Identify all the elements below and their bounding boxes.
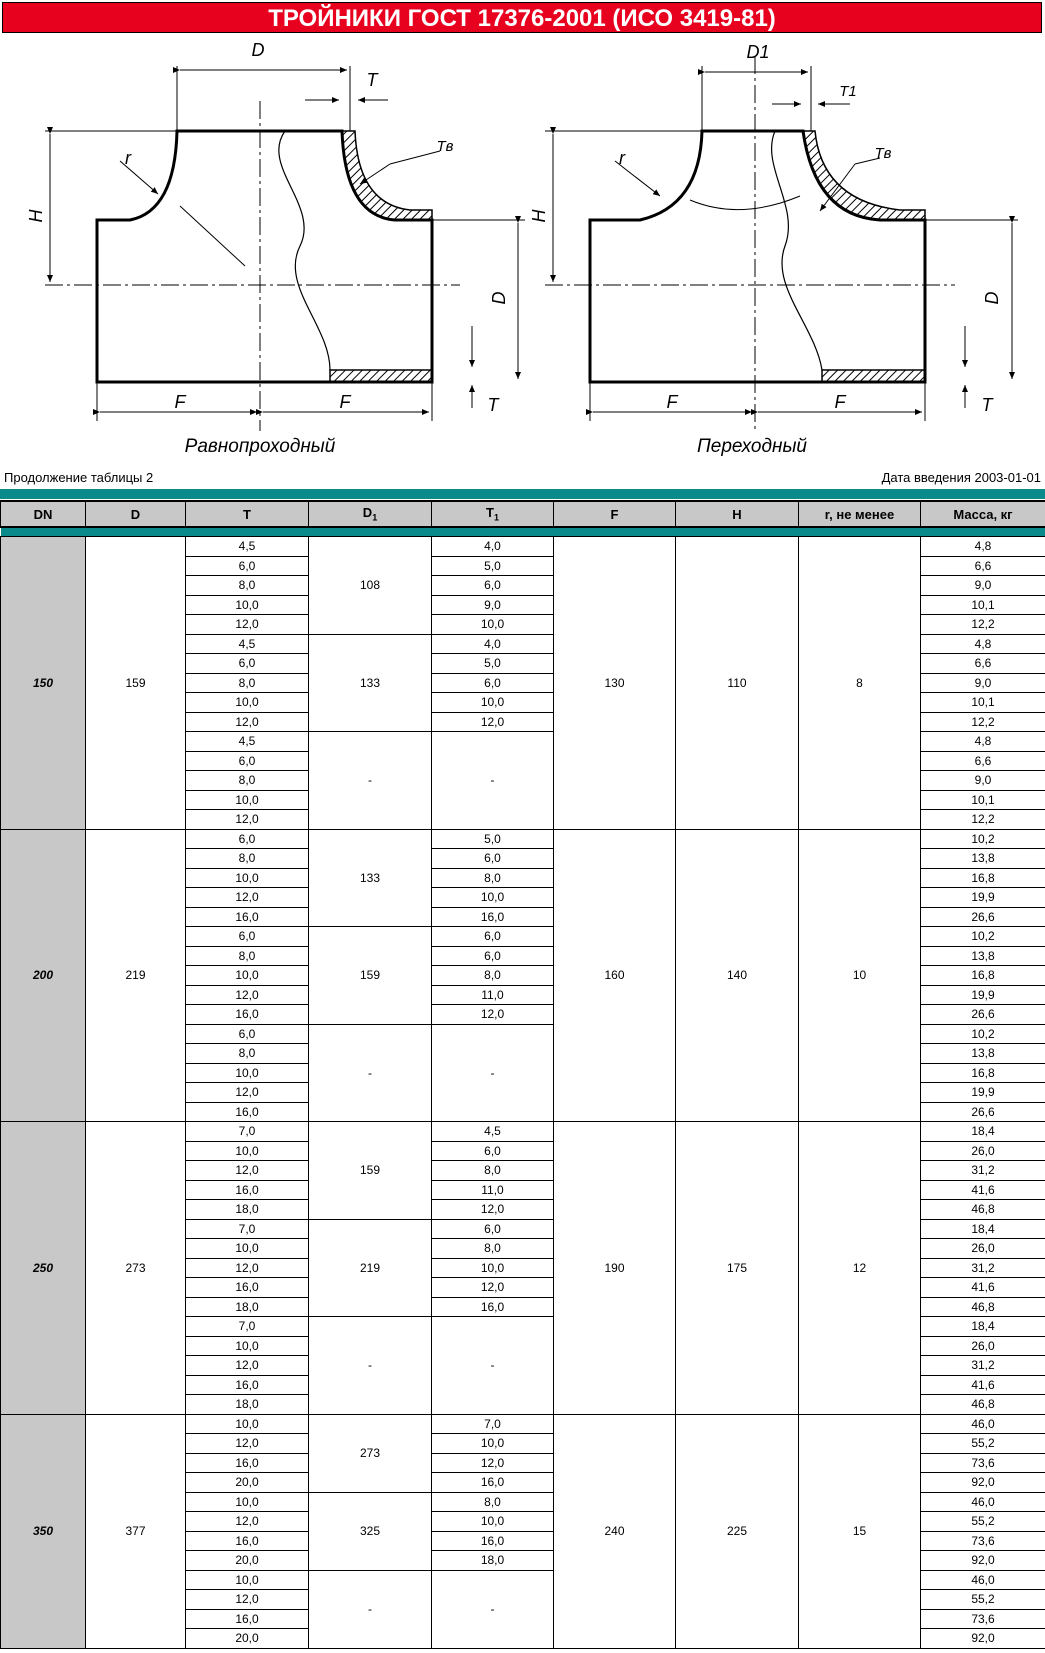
mass-cell: 4,8 [921, 537, 1045, 557]
t1-cell: 12,0 [432, 1453, 554, 1473]
mass-cell: 16,8 [921, 966, 1045, 986]
mass-cell: 6,6 [921, 751, 1045, 771]
d-cell: 377 [86, 1414, 186, 1648]
t1-cell: 18,0 [432, 1551, 554, 1571]
t1-cell: 16,0 [432, 1473, 554, 1493]
mass-cell: 55,2 [921, 1590, 1045, 1610]
t-cell: 4,5 [186, 732, 309, 752]
mass-cell: 18,4 [921, 1219, 1045, 1239]
t1-cell: 12,0 [432, 1005, 554, 1025]
t1-cell: 5,0 [432, 829, 554, 849]
t-cell: 18,0 [186, 1395, 309, 1415]
dn-cell: 250 [1, 1122, 86, 1415]
dim-f2-right-label: F [834, 392, 846, 412]
mass-cell: 19,9 [921, 1083, 1045, 1103]
teal-divider [0, 489, 1045, 499]
t-cell: 20,0 [186, 1629, 309, 1649]
t-cell: 10,0 [186, 1570, 309, 1590]
mass-cell: 73,6 [921, 1453, 1045, 1473]
t-cell: 12,0 [186, 1590, 309, 1610]
t-cell: 8,0 [186, 849, 309, 869]
header-t: T [186, 501, 309, 527]
dim-t1-label: T1 [839, 83, 857, 100]
effective-date: Дата введения 2003-01-01 [881, 470, 1041, 485]
t-cell: 10,0 [186, 1492, 309, 1512]
mass-cell: 46,0 [921, 1492, 1045, 1512]
mass-cell: 10,1 [921, 693, 1045, 713]
mass-cell: 9,0 [921, 576, 1045, 596]
d1-cell: - [309, 1024, 432, 1122]
t-cell: 10,0 [186, 693, 309, 713]
t1-cell: 6,0 [432, 673, 554, 693]
t-cell: 12,0 [186, 1258, 309, 1278]
table-body [1, 537, 1045, 1649]
t1-cell: 12,0 [432, 1200, 554, 1220]
d1-cell: 133 [309, 634, 432, 732]
h-cell: 110 [676, 537, 799, 830]
t1-cell: 6,0 [432, 1219, 554, 1239]
mass-cell: 55,2 [921, 1512, 1045, 1532]
mass-cell: 73,6 [921, 1531, 1045, 1551]
header-h: H [676, 501, 799, 527]
f-cell: 240 [554, 1414, 676, 1648]
t1-cell: 4,5 [432, 1122, 554, 1142]
t1-cell: 16,0 [432, 1297, 554, 1317]
d1-cell: 219 [309, 1219, 432, 1317]
dn-cell: 150 [1, 537, 86, 830]
mass-cell: 10,2 [921, 1024, 1045, 1044]
h-cell: 175 [676, 1122, 799, 1415]
t1-cell: 8,0 [432, 868, 554, 888]
h-cell: 225 [676, 1414, 799, 1648]
t1-cell: 10,0 [432, 1258, 554, 1278]
mass-cell: 92,0 [921, 1629, 1045, 1649]
t1-cell: 5,0 [432, 654, 554, 674]
mass-cell: 16,8 [921, 868, 1045, 888]
dim-h2-label: H [529, 209, 549, 223]
t-cell: 10,0 [186, 1414, 309, 1434]
t-cell: 8,0 [186, 1044, 309, 1064]
t-cell: 10,0 [186, 1063, 309, 1083]
d-cell: 273 [86, 1122, 186, 1415]
mass-cell: 92,0 [921, 1551, 1045, 1571]
t1-cell: 12,0 [432, 1278, 554, 1298]
mass-cell: 4,8 [921, 634, 1045, 654]
dim-f2-left-label: F [666, 392, 678, 412]
dim-d1-label: D1 [746, 42, 770, 62]
t1-cell: 6,0 [432, 927, 554, 947]
header-d: D [86, 501, 186, 527]
t-cell: 16,0 [186, 1180, 309, 1200]
t-cell: 4,5 [186, 537, 309, 557]
tee-drawing-svg [0, 36, 1045, 466]
t1-cell: 10,0 [432, 888, 554, 908]
d1-cell: 273 [309, 1414, 432, 1492]
header-f: F [554, 501, 676, 527]
dim-t-label: T [366, 70, 378, 90]
t1-cell: 6,0 [432, 576, 554, 596]
equal-tee-caption: Равнопроходный [184, 436, 336, 457]
table-header-row [1, 501, 1045, 527]
h-cell: 140 [676, 829, 799, 1122]
r-cell: 12 [799, 1122, 921, 1415]
equal-tee-drawing [26, 40, 525, 457]
t-cell: 16,0 [186, 907, 309, 927]
t1-cell: 10,0 [432, 1512, 554, 1532]
d-cell: 159 [86, 537, 186, 830]
t1-cell: - [432, 1317, 554, 1415]
t1-cell: 6,0 [432, 849, 554, 869]
d1-cell: - [309, 1570, 432, 1648]
t-cell: 12,0 [186, 1083, 309, 1103]
t-cell: 12,0 [186, 985, 309, 1005]
d1-cell: 159 [309, 1122, 432, 1220]
t-cell: 10,0 [186, 1239, 309, 1259]
mass-cell: 41,6 [921, 1375, 1045, 1395]
mass-cell: 10,1 [921, 790, 1045, 810]
mass-cell: 92,0 [921, 1473, 1045, 1493]
t-cell: 8,0 [186, 576, 309, 596]
mass-cell: 10,2 [921, 927, 1045, 947]
t-cell: 10,0 [186, 1336, 309, 1356]
t-cell: 4,5 [186, 634, 309, 654]
table-row [1, 829, 1045, 849]
t-cell: 18,0 [186, 1297, 309, 1317]
mass-cell: 13,8 [921, 946, 1045, 966]
header-r: r, не менее [799, 501, 921, 527]
t-cell: 10,0 [186, 790, 309, 810]
t1-cell: - [432, 1024, 554, 1122]
dim-t-bottom-label: T [487, 395, 499, 415]
mass-cell: 4,8 [921, 732, 1045, 752]
t-cell: 10,0 [186, 1141, 309, 1161]
mass-cell: 46,8 [921, 1395, 1045, 1415]
dim-d-label: D [251, 40, 265, 60]
t-cell: 12,0 [186, 810, 309, 830]
d1-cell: 108 [309, 537, 432, 635]
mass-cell: 12,2 [921, 810, 1045, 830]
reducing-tee-drawing [529, 42, 1018, 457]
t1-cell: 11,0 [432, 1180, 554, 1200]
f-cell: 160 [554, 829, 676, 1122]
t-cell: 7,0 [186, 1317, 309, 1337]
t-cell: 20,0 [186, 1551, 309, 1571]
mass-cell: 31,2 [921, 1356, 1045, 1376]
d1-cell: 133 [309, 829, 432, 927]
dn-cell: 350 [1, 1414, 86, 1648]
t-cell: 16,0 [186, 1278, 309, 1298]
mass-cell: 46,0 [921, 1414, 1045, 1434]
d1-cell: 159 [309, 927, 432, 1025]
t-cell: 8,0 [186, 946, 309, 966]
r-cell: 15 [799, 1414, 921, 1648]
mass-cell: 19,9 [921, 888, 1045, 908]
t1-cell: - [432, 732, 554, 830]
header-dn: DN [1, 501, 86, 527]
dim-d2-vert-label: D [982, 291, 1002, 305]
t-cell: 12,0 [186, 615, 309, 635]
t-cell: 7,0 [186, 1219, 309, 1239]
t-cell: 12,0 [186, 1356, 309, 1376]
r-cell: 8 [799, 537, 921, 830]
t-cell: 6,0 [186, 829, 309, 849]
mass-cell: 26,0 [921, 1336, 1045, 1356]
mass-cell: 26,0 [921, 1141, 1045, 1161]
d1-cell: - [309, 732, 432, 830]
dim-r2-label: r [619, 148, 625, 168]
t1-cell: 16,0 [432, 907, 554, 927]
t1-cell: 10,0 [432, 1434, 554, 1454]
dim-f-left-label: F [174, 392, 186, 412]
t-cell: 6,0 [186, 1024, 309, 1044]
table-row [1, 537, 1045, 557]
t1-cell: 5,0 [432, 556, 554, 576]
t1-cell: 7,0 [432, 1414, 554, 1434]
d1-cell: - [309, 1317, 432, 1415]
mass-cell: 46,8 [921, 1297, 1045, 1317]
mass-cell: 26,6 [921, 907, 1045, 927]
t-cell: 6,0 [186, 654, 309, 674]
mass-cell: 13,8 [921, 1044, 1045, 1064]
mass-cell: 41,6 [921, 1278, 1045, 1298]
t-cell: 8,0 [186, 673, 309, 693]
t-cell: 16,0 [186, 1005, 309, 1025]
t-cell: 12,0 [186, 1161, 309, 1181]
tee-spec-table [0, 500, 1045, 1649]
d-cell: 219 [86, 829, 186, 1122]
mass-cell: 31,2 [921, 1161, 1045, 1181]
header-t1: $T_1$ [432, 501, 554, 527]
r-cell: 10 [799, 829, 921, 1122]
dim-f-right-label: F [339, 392, 351, 412]
t1-cell: 6,0 [432, 1141, 554, 1161]
mass-cell: 16,8 [921, 1063, 1045, 1083]
reducing-tee-caption: Переходный [697, 436, 807, 457]
table-row [1, 1414, 1045, 1434]
t-cell: 6,0 [186, 556, 309, 576]
t1-cell: 11,0 [432, 985, 554, 1005]
t1-cell: 16,0 [432, 1531, 554, 1551]
t-cell: 16,0 [186, 1609, 309, 1629]
t1-cell: 8,0 [432, 966, 554, 986]
mass-cell: 31,2 [921, 1258, 1045, 1278]
tee-drawings [0, 36, 1045, 466]
page-title: ТРОЙНИКИ ГОСТ 17376-2001 (ИСО 3419-81) [2, 2, 1042, 33]
t1-cell: 9,0 [432, 595, 554, 615]
mass-cell: 6,6 [921, 556, 1045, 576]
t-cell: 6,0 [186, 927, 309, 947]
mass-cell: 18,4 [921, 1317, 1045, 1337]
mass-cell: 12,2 [921, 712, 1045, 732]
mass-cell: 26,6 [921, 1102, 1045, 1122]
t-cell: 18,0 [186, 1200, 309, 1220]
t-cell: 10,0 [186, 595, 309, 615]
mass-cell: 26,0 [921, 1239, 1045, 1259]
mass-cell: 10,1 [921, 595, 1045, 615]
t-cell: 16,0 [186, 1102, 309, 1122]
continuation-note: Продолжение таблицы 2 [4, 470, 154, 485]
mass-cell: 6,6 [921, 654, 1045, 674]
f-cell: 130 [554, 537, 676, 830]
mass-cell: 26,6 [921, 1005, 1045, 1025]
mass-cell: 18,4 [921, 1122, 1045, 1142]
mass-cell: 10,2 [921, 829, 1045, 849]
t-cell: 12,0 [186, 888, 309, 908]
t-cell: 16,0 [186, 1375, 309, 1395]
t-cell: 12,0 [186, 1434, 309, 1454]
t1-cell: 4,0 [432, 634, 554, 654]
t-cell: 8,0 [186, 771, 309, 791]
mass-cell: 41,6 [921, 1180, 1045, 1200]
t1-cell: - [432, 1570, 554, 1648]
d1-cell: 325 [309, 1492, 432, 1570]
t1-cell: 8,0 [432, 1239, 554, 1259]
table-row [1, 1122, 1045, 1142]
t-cell: 20,0 [186, 1473, 309, 1493]
t-cell: 6,0 [186, 751, 309, 771]
dn-cell: 200 [1, 829, 86, 1122]
dim-tb-label: Tв [436, 138, 454, 155]
dim-d-vert-label: D [489, 291, 509, 305]
t-cell: 10,0 [186, 868, 309, 888]
t-cell: 10,0 [186, 966, 309, 986]
f-cell: 190 [554, 1122, 676, 1415]
header-mass: Масса, кг [921, 501, 1045, 527]
t1-cell: 10,0 [432, 693, 554, 713]
header-d1: $D_1$ [309, 501, 432, 527]
t1-cell: 12,0 [432, 712, 554, 732]
dim-r-label: r [125, 148, 131, 168]
mass-cell: 19,9 [921, 985, 1045, 1005]
dim-tb2-label: Tв [874, 145, 892, 162]
t-cell: 7,0 [186, 1122, 309, 1142]
mass-cell: 9,0 [921, 771, 1045, 791]
dim-h-label: H [26, 209, 46, 223]
mass-cell: 9,0 [921, 673, 1045, 693]
dim-t2-bottom-label: T [981, 395, 993, 415]
mass-cell: 12,2 [921, 615, 1045, 635]
t-cell: 16,0 [186, 1531, 309, 1551]
t1-cell: 4,0 [432, 537, 554, 557]
t-cell: 12,0 [186, 712, 309, 732]
t-cell: 16,0 [186, 1453, 309, 1473]
t1-cell: 8,0 [432, 1492, 554, 1512]
mass-cell: 46,8 [921, 1200, 1045, 1220]
t1-cell: 6,0 [432, 946, 554, 966]
mass-cell: 73,6 [921, 1609, 1045, 1629]
mass-cell: 13,8 [921, 849, 1045, 869]
t-cell: 12,0 [186, 1512, 309, 1532]
mass-cell: 55,2 [921, 1434, 1045, 1454]
header-gap [1, 527, 1045, 537]
mass-cell: 46,0 [921, 1570, 1045, 1590]
t1-cell: 10,0 [432, 615, 554, 635]
t1-cell: 8,0 [432, 1161, 554, 1181]
